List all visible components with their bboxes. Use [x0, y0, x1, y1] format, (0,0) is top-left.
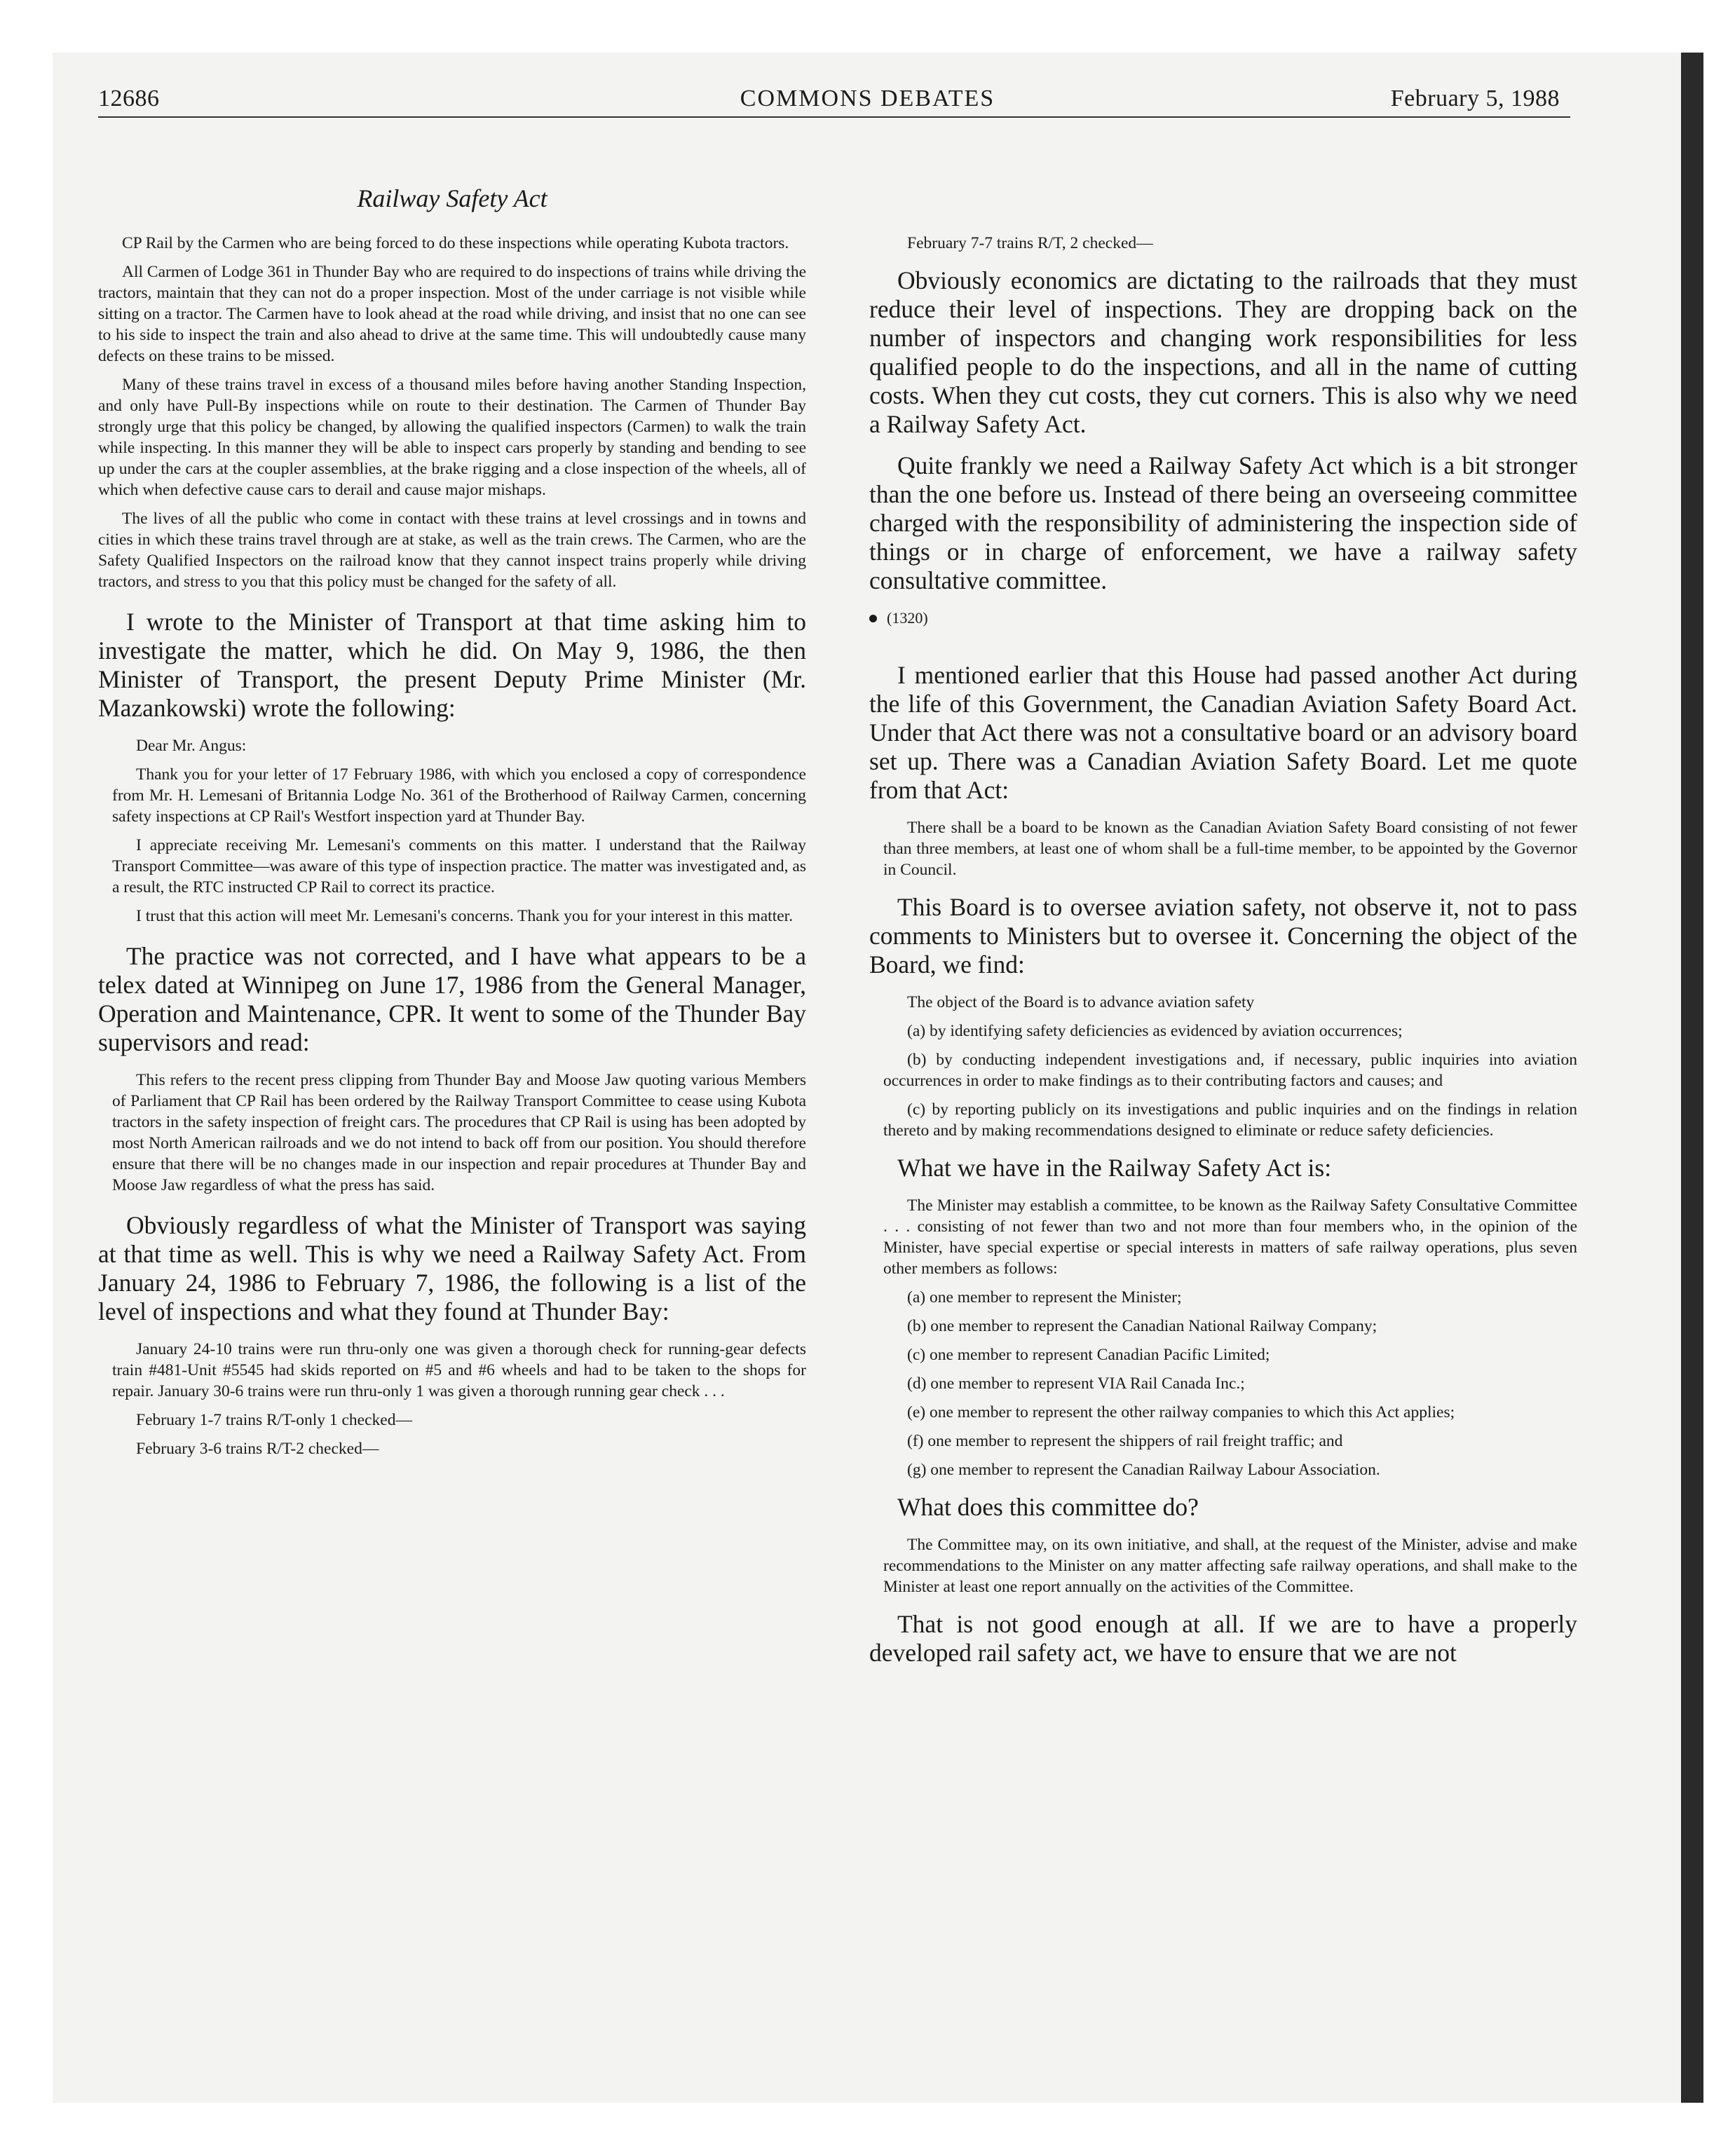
act-quote-item: (f) one member to represent the shippers of rail freight traffic; and — [907, 1432, 1343, 1450]
act-quote: The Committee may, on its own initiative, and shall, at the request of the Minister, advise and make recommendations to the Minister on any matter affecting safe railway operations, and shall make to the Minister at least one report annually on the activities of the Committee. — [883, 1536, 1577, 1596]
inspection-list: January 24-10 trains were run thru-only one was given a thorough check for running-gear defects train #481-Unit #5545 had skids reported on #5 and #6 wheels and had to be taken to the shops for repair. January 30-6 trains were run thru-only 1 was given a thorough running gear check . . . — [112, 1340, 806, 1400]
act-quote-item: (b) one member to represent the Canadian National Railway Company; — [907, 1317, 1377, 1335]
speech-paragraph: Obviously economics are dictating to the railroads that they must reduce their level of inspections. They are dropping back on the number of inspectors and changing work responsibilities for less qualified people to do the inspections, and all in the name of cutting costs. When they cut costs, they cut corners. This is also why we need a Railway Safety Act. — [869, 266, 1577, 438]
speech-paragraph: This Board is to oversee aviation safety, not observe it, not to pass comments to Ministers but to oversee it. Concerning the object of the Board, we find: — [869, 893, 1577, 978]
letter-paragraph: Thank you for your letter of 17 February 1986, with which you enclosed a copy of correspondence from Mr. H. Lemesani of Britannia Lodge No. 361 of the Brotherhood of Railway Carmen, concerning safety inspections at CP Rail's Westfort inspection yard at Thunder Bay. — [112, 765, 806, 826]
act-quote: There shall be a board to be known as the Canadian Aviation Safety Board consisting of not fewer than three members, at least one of whom shall be a full-time member, to be appointed by the Governor in Council. — [883, 819, 1577, 879]
inspection-list-item: February 1-7 trains R/T-only 1 checked— — [136, 1411, 412, 1429]
quoted-paragraph: Many of these trains travel in excess of a thousand miles before having another Standing Inspection, and only have Pull-By inspections while on route to their destination. The Carmen of Thunder Bay strongly urge that this policy be changed, by allowing the qualified inspectors (Carmen) to walk the train while inspecting. In this manner they will be able to inspect cars properly by standing and bending to see up under the cars at the coupler assemblies, at the brake rigging and a close inspection of the wheels, all of which when defective cause cars to derail and cause major mishaps. — [98, 376, 806, 499]
quoted-paragraph: The lives of all the public who come in contact with these trains at level crossings and in towns and cities in which these trains travel through are at stake, as well as the train crews. The Carmen, who are the Safety Qualified Inspectors on the railroad know that they cannot inspect trains properly while driving tractors, and stress to you that this policy must be changed for the safety of all. — [98, 510, 806, 591]
act-quote-item: (a) by identifying safety deficiencies as evidenced by aviation occurrences; — [907, 1022, 1403, 1040]
scan-edge-shadow — [1681, 53, 1703, 2103]
page-number: 12686 — [98, 86, 160, 111]
act-quote-item: (d) one member to represent VIA Rail Canada Inc.; — [907, 1374, 1245, 1393]
speech-paragraph: What does this committee do? — [897, 1493, 1199, 1521]
act-quote-item: (g) one member to represent the Canadian Railway Labour Association. — [907, 1461, 1380, 1479]
letter-salutation: Dear Mr. Angus: — [136, 737, 247, 755]
left-column — [98, 233, 806, 1467]
act-quote-item: (a) one member to represent the Minister; — [907, 1288, 1182, 1306]
bullet-icon — [869, 615, 877, 622]
time-marker — [869, 609, 1577, 627]
speech-paragraph: The practice was not corrected, and I have what appears to be a telex dated at Winnipeg on June 17, 1986 from the General Manager, Operation and Maintenance, CPR. It went to some of the Thunder Bay supervisors and read: — [98, 942, 806, 1056]
speech-paragraph: That is not good enough at all. If we are to have a properly developed rail safety act, we have to ensure that we are not — [869, 1610, 1577, 1667]
act-quote-item: (e) one member to represent the other railway companies to which this Act applies; — [907, 1403, 1455, 1421]
quoted-paragraph: CP Rail by the Carmen who are being forced to do these inspections while operating Kubota tractors. — [122, 234, 789, 252]
telex-quote: This refers to the recent press clipping from Thunder Bay and Moose Jaw quoting various Members of Parliament that CP Rail has been ordered by the Railway Transport Committee to cease using Kubota tractors in the safety inspection of freight cars. The procedures that CP Rail is using has been adopted by most North American railroads and we do not intend to back off from our position. You should therefore ensure that there will be no changes made in our inspection and repair procedures at Thunder Bay and Moose Jaw regardless of what the press has said. — [112, 1071, 806, 1194]
section-title: Railway Safety Act — [357, 184, 547, 212]
act-quote-item: (c) one member to represent Canadian Pacific Limited; — [907, 1346, 1270, 1364]
speech-paragraph: I mentioned earlier that this House had passed another Act during the life of this Government, the Canadian Aviation Safety Board Act. Under that Act there was not a consultative board or an advisory board set up. There was a Canadian Aviation Safety Board. Let me quote from that Act: — [869, 661, 1577, 804]
publication-title: COMMONS DEBATES — [740, 86, 995, 111]
time-marker-label: (1320) — [887, 609, 928, 627]
inspection-list-item: February 7-7 trains R/T, 2 checked— — [907, 234, 1153, 252]
letter-paragraph: I appreciate receiving Mr. Lemesani's comments on this matter. I understand that the Railway Transport Committee—was aware of this type of inspection practice. The matter was investigated and, as a result, the RTC instructed CP Rail to correct its practice. — [112, 836, 806, 896]
act-quote: The Minister may establish a committee, to be known as the Railway Safety Consultative Committee . . . consisting of not fewer than two and not more than four members who, in the opinion of the Minister, have special expertise or special interests in matters of safe railway operations, plus seven other members as follows: — [883, 1196, 1577, 1278]
speech-paragraph: What we have in the Railway Safety Act is: — [897, 1154, 1332, 1182]
act-quote: The object of the Board is to advance aviation safety — [907, 993, 1255, 1011]
speech-paragraph: I wrote to the Minister of Transport at that time asking him to investigate the matter, which he did. On May 9, 1986, the then Minister of Transport, the present Deputy Prime Minister (Mr. Mazankowski) wrote the following: — [98, 608, 806, 722]
act-quote-item: (b) by conducting independent investigations and, if necessary, public inquiries into aviation occurrences in order to make findings as to their contributing factors and causes; and — [883, 1051, 1577, 1090]
letter-paragraph: I trust that this action will meet Mr. Lemesani's concerns. Thank you for your interest in this matter. — [136, 907, 794, 925]
quoted-paragraph: All Carmen of Lodge 361 in Thunder Bay who are required to do inspections of trains while driving the tractors, maintain that they can not do a proper inspection. Most of the under carriage is not visible while sitting on a tractor. The Carmen have to look ahead at the road while driving, and insist that no one can see to his side to inspect the train and also ahead to drive at the same time. This will undoubtedly cause many defects on these trains to be missed. — [98, 263, 806, 365]
inspection-list-item: February 3-6 trains R/T-2 checked— — [136, 1440, 379, 1458]
speech-paragraph: Obviously regardless of what the Minister of Transport was saying at that time as well. This is why we need a Railway Safety Act. From January 24, 1986 to February 7, 1986, the following is a list of the level of inspections and what they found at Thunder Bay: — [98, 1211, 806, 1325]
speech-paragraph: Quite frankly we need a Railway Safety Act which is a bit stronger than the one before us. Instead of there being an overseeing committee charged with the responsibility of administering the inspection side of things or in charge of enforcement, we have a railway safety consultative committee. — [869, 451, 1577, 594]
header-date: February 5, 1988 — [1390, 86, 1560, 111]
header-rule — [98, 116, 1570, 118]
right-column — [869, 233, 1577, 1680]
act-quote-item: (c) by reporting publicly on its investigations and public inquiries and on the findings in relation thereto and by making recommendations designed to eliminate or reduce safety deficiencies. — [883, 1100, 1577, 1140]
